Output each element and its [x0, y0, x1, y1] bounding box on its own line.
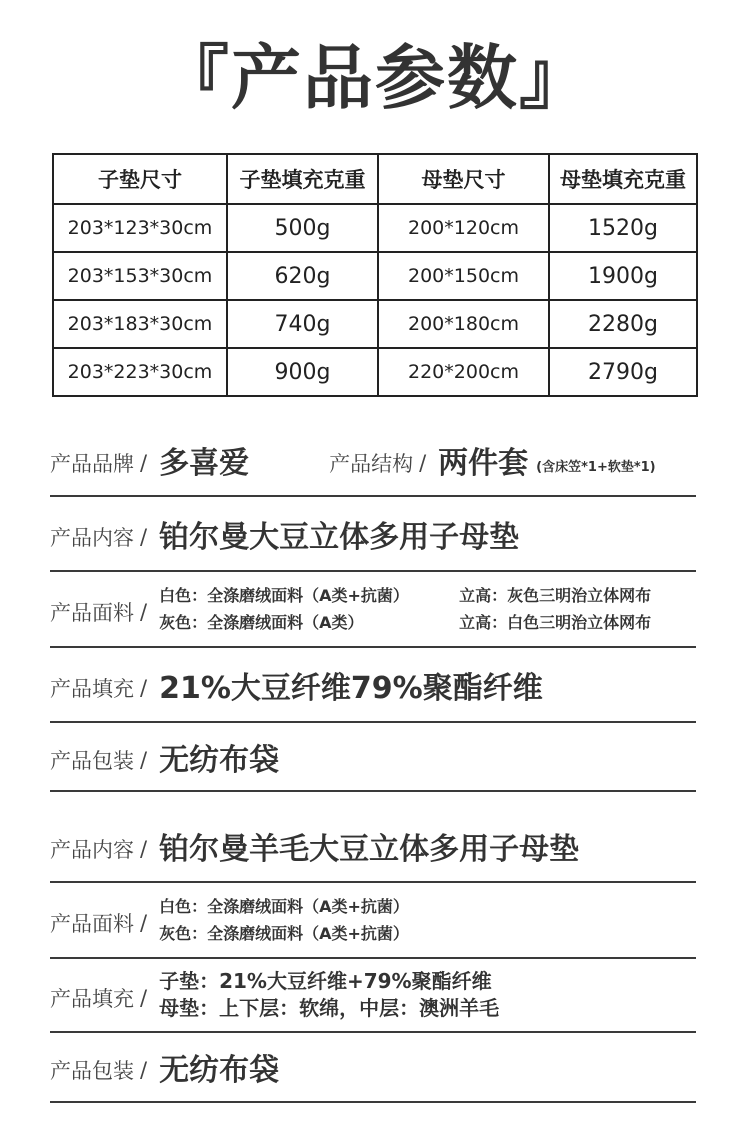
table-row — [53, 204, 697, 252]
page-title: 『产品参数』 — [159, 37, 591, 119]
content-label: 产品内容 — [50, 525, 134, 550]
fabric-lines — [159, 582, 691, 636]
table-header-row — [53, 154, 697, 204]
separator: / — [140, 675, 148, 700]
table-cell: 2790g — [549, 348, 697, 396]
table-header: 子垫填充克重 — [227, 154, 378, 204]
spec-table — [52, 153, 698, 397]
fabric-line: 白色：全涤磨绒面料（A类+抗菌） — [159, 897, 409, 916]
fabric-label: 产品面料 — [50, 601, 134, 625]
packaging-value: 无纺布袋 — [159, 1053, 280, 1088]
fabric-line: 立高：白色三明治立体网布 — [459, 613, 652, 632]
fabric-line: 白色：全涤磨绒面料（A类+抗菌） — [159, 586, 409, 605]
structure-note: (含床笠*1+软垫*1) — [536, 459, 656, 475]
packaging-label: 产品包装 — [50, 1059, 134, 1083]
table-cell: 620g — [227, 252, 378, 300]
separator: / — [140, 747, 148, 772]
table-cell: 203*123*30cm — [53, 204, 227, 252]
product1-packaging-row — [50, 723, 696, 792]
table-cell: 203*223*30cm — [53, 348, 227, 396]
table-cell: 220*200cm — [378, 348, 549, 396]
separator: / — [140, 600, 148, 624]
table-cell: 200*120cm — [378, 204, 549, 252]
table-cell: 740g — [227, 300, 378, 348]
separator: / — [140, 524, 148, 549]
filling-label: 产品填充 — [50, 987, 134, 1011]
table-row — [53, 252, 697, 300]
product2-content-row — [50, 810, 696, 883]
separator: / — [140, 1058, 148, 1082]
product1-filling-row — [50, 648, 696, 723]
structure-value: 两件套 — [438, 446, 529, 481]
packaging-label: 产品包装 — [50, 748, 134, 773]
table-header: 子垫尺寸 — [53, 154, 227, 204]
separator: / — [140, 836, 148, 861]
table-cell: 200*150cm — [378, 252, 549, 300]
product2-filling-row — [50, 959, 696, 1033]
table-cell: 2280g — [549, 300, 697, 348]
brand-value: 多喜爱 — [159, 446, 250, 481]
separator: / — [140, 911, 148, 935]
table-cell: 900g — [227, 348, 378, 396]
filling-line: 母垫：上下层：软绵，中层：澳洲羊毛 — [159, 996, 500, 1020]
table-cell: 200*180cm — [378, 300, 549, 348]
product2-packaging-row — [50, 1033, 696, 1103]
table-cell: 203*153*30cm — [53, 252, 227, 300]
fabric-label: 产品面料 — [50, 912, 134, 936]
separator: / — [140, 451, 148, 475]
brand-label: 产品品牌 — [50, 452, 134, 476]
table-header: 母垫填充克重 — [549, 154, 697, 204]
content-value: 铂尔曼羊毛大豆立体多用子母垫 — [159, 831, 580, 867]
packaging-value: 无纺布袋 — [159, 742, 280, 778]
fabric-line: 立高：灰色三明治立体网布 — [459, 586, 652, 605]
brand-structure-row — [50, 425, 696, 497]
table-cell: 1520g — [549, 204, 697, 252]
fabric-line: 灰色：全涤磨绒面料（A类） — [159, 613, 364, 632]
content-label: 产品内容 — [50, 837, 134, 862]
structure-label: 产品结构 — [329, 452, 414, 476]
filling-label: 产品填充 — [50, 676, 134, 701]
product2-fabric-row — [50, 883, 696, 959]
table-cell: 203*183*30cm — [53, 300, 227, 348]
fabric-line: 灰色：全涤磨绒面料（A类+抗菌） — [159, 924, 409, 943]
filling-lines — [159, 968, 499, 1022]
separator: / — [140, 986, 148, 1010]
filling-value: 21%大豆纤维79%聚酯纤维 — [159, 670, 543, 706]
table-row — [53, 348, 697, 396]
product1-fabric-row — [50, 572, 696, 648]
table-header: 母垫尺寸 — [378, 154, 549, 204]
separator: / — [419, 451, 427, 475]
filling-line: 子垫：21%大豆纤维+79%聚酯纤维 — [159, 969, 492, 993]
table-row — [53, 300, 697, 348]
product1-content-row — [50, 497, 696, 572]
content-value: 铂尔曼大豆立体多用子母垫 — [159, 519, 520, 555]
table-cell: 500g — [227, 204, 378, 252]
fabric-lines — [159, 893, 409, 947]
table-cell: 1900g — [549, 252, 697, 300]
